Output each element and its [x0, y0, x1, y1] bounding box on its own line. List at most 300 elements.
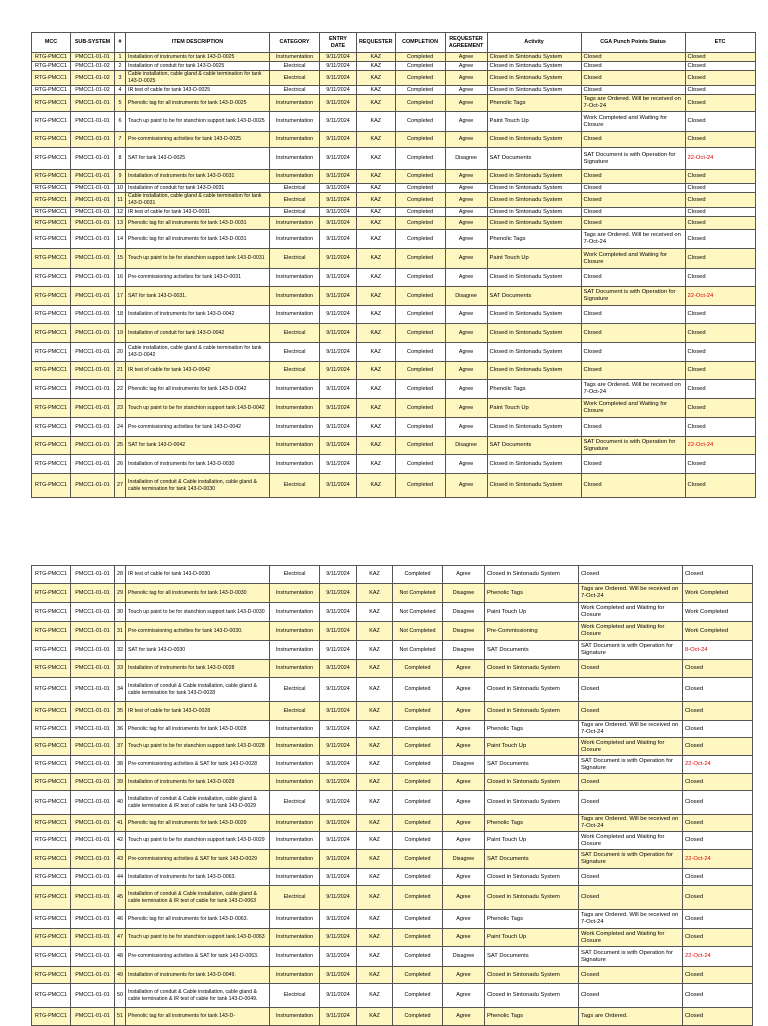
cell-category: Instrumentation — [270, 815, 320, 832]
cell-requester: KAZ — [357, 815, 393, 832]
cell-entry-date: 9/11/2024 — [320, 269, 357, 287]
cell-completion: Completed — [393, 886, 443, 910]
cell-cga-status: Closed — [579, 984, 683, 1008]
cell-entry-date: 9/11/2024 — [320, 815, 357, 832]
cell-etc: Closed — [685, 230, 755, 249]
cell-requester: KAZ — [357, 738, 393, 756]
table-row — [32, 791, 753, 815]
table-row — [32, 324, 756, 343]
cell-item-description: Touch up paint to be for stanchion support tank 143-D-0042 — [126, 399, 270, 418]
cell-completion: Completed — [395, 132, 445, 148]
cell-requester: KAZ — [357, 148, 396, 170]
cell-category: Electrical — [270, 208, 320, 217]
cell-entry-date: 9/11/2024 — [320, 774, 357, 791]
cell-mcc: RTG-PMCC1 — [32, 774, 71, 791]
cell-item-description: Phenolic tag for all instruments for tank 143-D-0025 — [126, 95, 270, 112]
cell-completion: Completed — [393, 967, 443, 984]
cell-number: 26 — [115, 455, 126, 474]
cell-category: Instrumentation — [270, 399, 320, 418]
cell-number: 18 — [115, 306, 126, 324]
cell-requester-agreement: Agree — [445, 362, 487, 380]
cell-category: Instrumentation — [270, 418, 320, 437]
cell-completion: Completed — [393, 1008, 443, 1026]
cell-requester-agreement: Agree — [443, 967, 485, 984]
cell-subsystem: PMCC1-01-01 — [71, 947, 115, 967]
cell-number: 42 — [115, 832, 126, 850]
cell-completion: Not Completed — [393, 584, 443, 603]
cell-requester: KAZ — [357, 53, 396, 62]
cell-entry-date: 9/11/2024 — [320, 832, 357, 850]
cell-subsystem: PMCC1-01-02 — [71, 71, 115, 86]
col-header-entry-date: ENTRY DATE — [320, 33, 357, 53]
cell-subsystem: PMCC1-01-01 — [71, 418, 115, 437]
cell-requester: KAZ — [357, 437, 396, 455]
col-header-etc: ETC — [685, 33, 755, 53]
cell-item-description: Phenolic tag for all instruments for tank 143-D-0042 — [126, 380, 270, 399]
cell-item-description: Installation of conduit for tank 143-D-0025 — [126, 62, 270, 71]
table-row — [32, 455, 756, 474]
cell-number: 13 — [115, 217, 126, 230]
cell-etc: Closed — [685, 324, 755, 343]
cell-requester-agreement: Agree — [443, 1008, 485, 1026]
cell-entry-date: 9/11/2024 — [320, 217, 357, 230]
cell-subsystem: PMCC1-01-01 — [71, 53, 115, 62]
cell-item-description: Touch up paint to be for stanchion support tank 143-D-0031 — [126, 249, 270, 269]
cell-completion: Completed — [393, 832, 443, 850]
cell-requester: KAZ — [357, 929, 393, 947]
cell-category: Electrical — [270, 184, 320, 193]
cell-mcc: RTG-PMCC1 — [32, 343, 71, 362]
cell-number: 28 — [115, 566, 126, 584]
cell-etc: Closed — [683, 869, 753, 886]
cell-subsystem: PMCC1-01-01 — [71, 324, 115, 343]
cell-requester: KAZ — [357, 947, 393, 967]
cell-etc: Closed — [683, 566, 753, 584]
cell-entry-date: 9/11/2024 — [320, 380, 357, 399]
cell-etc: Closed — [685, 53, 755, 62]
cell-number: 23 — [115, 399, 126, 418]
cell-subsystem: PMCC1-01-01 — [71, 362, 115, 380]
cell-category: Instrumentation — [270, 269, 320, 287]
table-row — [32, 929, 753, 947]
cell-item-description: Installation of instruments for tank 143-D-0025 — [126, 53, 270, 62]
cell-completion: Completed — [393, 929, 443, 947]
cell-requester-agreement: Agree — [443, 929, 485, 947]
cell-entry-date: 9/11/2024 — [320, 249, 357, 269]
cell-mcc: RTG-PMCC1 — [32, 721, 71, 738]
cell-category: Instrumentation — [270, 455, 320, 474]
cell-requester: KAZ — [357, 287, 396, 306]
cell-cga-status: Closed — [581, 474, 685, 498]
cell-mcc: RTG-PMCC1 — [32, 306, 71, 324]
table-row — [32, 148, 756, 170]
cell-category: Instrumentation — [270, 967, 320, 984]
cell-entry-date: 9/11/2024 — [320, 886, 357, 910]
cell-category: Electrical — [270, 984, 320, 1008]
cell-item-description: Installation of instruments for tank 143-D-0030 — [126, 455, 270, 474]
cell-activity: Closed in Sintonadu System — [487, 62, 581, 71]
table-row — [32, 306, 756, 324]
cell-mcc: RTG-PMCC1 — [32, 886, 71, 910]
cell-completion: Completed — [395, 86, 445, 95]
cell-subsystem: PMCC1-01-01 — [71, 832, 115, 850]
cell-requester-agreement: Disagree — [443, 622, 485, 641]
cell-item-description: IR test of cable for tank 143-D-0031 — [126, 208, 270, 217]
cell-requester: KAZ — [357, 380, 396, 399]
cell-entry-date: 9/11/2024 — [320, 967, 357, 984]
cell-number: 20 — [115, 343, 126, 362]
cell-etc: Closed — [685, 86, 755, 95]
cell-activity: Closed in Sintonadu System — [487, 455, 581, 474]
cell-completion: Completed — [395, 208, 445, 217]
cell-completion: Completed — [395, 269, 445, 287]
table-row — [32, 86, 756, 95]
cell-requester-agreement: Agree — [443, 678, 485, 702]
cell-entry-date: 9/11/2024 — [320, 678, 357, 702]
cell-category: Instrumentation — [270, 306, 320, 324]
cell-subsystem: PMCC1-01-01 — [71, 774, 115, 791]
cell-mcc: RTG-PMCC1 — [32, 984, 71, 1008]
cell-mcc: RTG-PMCC1 — [32, 287, 71, 306]
cell-requester: KAZ — [357, 86, 396, 95]
cell-mcc: RTG-PMCC1 — [32, 148, 71, 170]
cell-category: Electrical — [270, 474, 320, 498]
cell-subsystem: PMCC1-01-01 — [71, 95, 115, 112]
table-row — [32, 869, 753, 886]
table-row — [32, 967, 753, 984]
cell-cga-status: Closed — [581, 269, 685, 287]
cell-completion: Completed — [395, 62, 445, 71]
cell-completion: Completed — [393, 815, 443, 832]
cell-entry-date: 9/11/2024 — [320, 850, 357, 869]
cell-item-description: SAT for tank 143-D-0042 — [126, 437, 270, 455]
cell-entry-date: 9/11/2024 — [320, 53, 357, 62]
cell-requester: KAZ — [357, 230, 396, 249]
cell-cga-status: Work Completed and Waiting for Closure — [581, 112, 685, 132]
cell-number: 38 — [115, 756, 126, 774]
cell-number: 51 — [115, 1008, 126, 1026]
cell-category: Electrical — [270, 71, 320, 86]
cell-etc: Closed — [683, 738, 753, 756]
cell-cga-status: Closed — [581, 184, 685, 193]
cell-category: Instrumentation — [270, 947, 320, 967]
cell-completion: Not Completed — [393, 603, 443, 622]
cell-requester-agreement: Disagree — [445, 148, 487, 170]
cell-subsystem: PMCC1-01-01 — [71, 622, 115, 641]
cell-category: Instrumentation — [270, 584, 320, 603]
cell-mcc: RTG-PMCC1 — [32, 474, 71, 498]
cell-subsystem: PMCC1-01-01 — [71, 193, 115, 208]
cell-number: 7 — [115, 132, 126, 148]
cell-requester-agreement: Agree — [443, 984, 485, 1008]
cell-requester-agreement: Agree — [445, 184, 487, 193]
cell-item-description: Cable installation, cable gland & cable termination for tank 143-D-0031 — [126, 193, 270, 208]
cell-entry-date: 9/11/2024 — [320, 193, 357, 208]
cell-requester: KAZ — [357, 362, 396, 380]
cell-requester-agreement: Agree — [445, 193, 487, 208]
cell-etc: Closed — [683, 1008, 753, 1026]
cell-entry-date: 9/11/2024 — [320, 95, 357, 112]
table-row — [32, 95, 756, 112]
cell-requester: KAZ — [357, 910, 393, 929]
cell-item-description: Installation of conduit & Cable installation, cable gland & cable termination & IR test of cable for tank 143-D-0049. — [126, 984, 270, 1008]
cell-requester-agreement: Agree — [445, 269, 487, 287]
cell-category: Instrumentation — [270, 721, 320, 738]
cell-requester-agreement: Agree — [445, 399, 487, 418]
cell-item-description: Phenolic tag for all instruments for tank 143-D-0031 — [126, 217, 270, 230]
cell-number: 49 — [115, 967, 126, 984]
cell-item-description: Pre-commissioning activities for tank 143-D-0042 — [126, 418, 270, 437]
cell-completion: Completed — [393, 947, 443, 967]
cell-requester-agreement: Agree — [445, 343, 487, 362]
cell-subsystem: PMCC1-01-01 — [71, 660, 115, 678]
cell-requester: KAZ — [357, 584, 393, 603]
cell-subsystem: PMCC1-01-01 — [71, 910, 115, 929]
cell-entry-date: 9/11/2024 — [320, 910, 357, 929]
cell-category: Instrumentation — [270, 869, 320, 886]
cell-subsystem: PMCC1-01-01 — [71, 217, 115, 230]
cell-subsystem: PMCC1-01-01 — [71, 455, 115, 474]
col-header-requester-agreement: REQUESTER AGREEMENT — [445, 33, 487, 53]
cell-requester: KAZ — [357, 756, 393, 774]
cell-entry-date: 9/11/2024 — [320, 62, 357, 71]
cell-item-description: IR test of cable for tank 143-D-0028 — [126, 702, 270, 721]
cell-completion: Completed — [395, 324, 445, 343]
cell-cga-status: SAT Document is with Operation for Signature — [579, 947, 683, 967]
cell-requester: KAZ — [357, 455, 396, 474]
table-row — [32, 622, 753, 641]
cell-requester-agreement: Agree — [445, 230, 487, 249]
cell-requester: KAZ — [357, 678, 393, 702]
cell-mcc: RTG-PMCC1 — [32, 62, 71, 71]
cell-item-description: Pre-commissioning activities & SAT for tank 143-D-0029 — [126, 850, 270, 869]
cell-activity: Closed in Sintonadu System — [485, 702, 579, 721]
cell-entry-date: 9/11/2024 — [320, 132, 357, 148]
cell-item-description: Phenolic tag for all instruments for tank 143-D-0028 — [126, 721, 270, 738]
cell-completion: Completed — [393, 566, 443, 584]
cell-completion: Completed — [395, 71, 445, 86]
cell-etc: Work Completed — [683, 622, 753, 641]
cell-item-description: Touch up paint to be for stanchion support tank 143-D-0030 — [126, 603, 270, 622]
table-header-row — [32, 33, 756, 53]
cell-category: Electrical — [270, 791, 320, 815]
cell-item-description: Installation of conduit & Cable installation, cable gland & cable termination & IR test of cable for tank 143-D-0029 — [126, 791, 270, 815]
cell-subsystem: PMCC1-01-01 — [71, 184, 115, 193]
cell-mcc: RTG-PMCC1 — [32, 86, 71, 95]
cell-number: 32 — [115, 641, 126, 660]
cell-category: Instrumentation — [270, 1008, 320, 1026]
cell-subsystem: PMCC1-01-01 — [71, 1008, 115, 1026]
cell-category: Instrumentation — [270, 170, 320, 184]
cell-activity: Paint Touch Up — [485, 929, 579, 947]
cell-cga-status: Closed — [581, 62, 685, 71]
cell-subsystem: PMCC1-01-01 — [71, 399, 115, 418]
cell-cga-status: SAT Document is with Operation for Signature — [579, 641, 683, 660]
cell-requester: KAZ — [357, 418, 396, 437]
cell-entry-date: 9/11/2024 — [320, 869, 357, 886]
cell-mcc: RTG-PMCC1 — [32, 603, 71, 622]
cell-mcc: RTG-PMCC1 — [32, 193, 71, 208]
punch-list-table-page-1 — [31, 32, 756, 498]
cell-mcc: RTG-PMCC1 — [32, 95, 71, 112]
cell-activity: SAT Documents — [487, 287, 581, 306]
cell-mcc: RTG-PMCC1 — [32, 132, 71, 148]
cell-entry-date: 9/11/2024 — [320, 170, 357, 184]
cell-mcc: RTG-PMCC1 — [32, 929, 71, 947]
cell-completion: Completed — [395, 287, 445, 306]
cell-mcc: RTG-PMCC1 — [32, 815, 71, 832]
cell-cga-status: Closed — [581, 418, 685, 437]
table-row — [32, 362, 756, 380]
col-header-mcc: MCC — [32, 33, 71, 53]
table-row — [32, 566, 753, 584]
cell-cga-status: Closed — [581, 324, 685, 343]
cell-number: 8 — [115, 148, 126, 170]
cell-cga-status: Closed — [579, 678, 683, 702]
cell-cga-status: Tags are Ordered. Will be received on 7-Oct-24 — [581, 230, 685, 249]
cell-completion: Completed — [395, 437, 445, 455]
cell-activity: Paint Touch Up — [485, 832, 579, 850]
cell-subsystem: PMCC1-01-01 — [71, 287, 115, 306]
cell-requester: KAZ — [357, 132, 396, 148]
cell-entry-date: 9/11/2024 — [320, 738, 357, 756]
cell-activity: Phenolic Tags — [487, 95, 581, 112]
cell-completion: Not Completed — [393, 641, 443, 660]
cell-category: Electrical — [270, 324, 320, 343]
cell-requester: KAZ — [357, 324, 396, 343]
cell-etc: Closed — [685, 380, 755, 399]
cell-etc: Closed — [685, 306, 755, 324]
col-header-requester: REQUESTER — [357, 33, 396, 53]
cell-entry-date: 9/11/2024 — [320, 603, 357, 622]
cell-mcc: RTG-PMCC1 — [32, 208, 71, 217]
cell-etc: Closed — [683, 791, 753, 815]
cell-item-description: Touch up paint to be for stanchion support tank 143-D-0029 — [126, 832, 270, 850]
col-header-activity: Activity — [487, 33, 581, 53]
cell-requester: KAZ — [357, 967, 393, 984]
cell-subsystem: PMCC1-01-01 — [71, 929, 115, 947]
cell-subsystem: PMCC1-01-01 — [71, 170, 115, 184]
cell-etc: Closed — [683, 886, 753, 910]
cell-requester-agreement: Agree — [445, 170, 487, 184]
cell-activity: Closed in Sintonadu System — [485, 660, 579, 678]
cell-completion: Completed — [393, 850, 443, 869]
cell-mcc: RTG-PMCC1 — [32, 832, 71, 850]
table-row — [32, 217, 756, 230]
cell-activity: Closed in Sintonadu System — [487, 418, 581, 437]
table-row — [32, 678, 753, 702]
cell-cga-status: Work Completed and Waiting for Closure — [581, 399, 685, 418]
cell-completion: Completed — [393, 738, 443, 756]
cell-requester-agreement: Agree — [443, 815, 485, 832]
cell-cga-status: Closed — [579, 774, 683, 791]
cell-requester: KAZ — [357, 791, 393, 815]
cell-completion: Completed — [395, 184, 445, 193]
cell-activity: Closed in Sintonadu System — [487, 86, 581, 95]
cell-cga-status: Work Completed and Waiting for Closure — [579, 603, 683, 622]
cell-entry-date: 9/11/2024 — [320, 148, 357, 170]
cell-requester-agreement: Agree — [443, 702, 485, 721]
cell-etc: Closed — [683, 967, 753, 984]
table-row — [32, 947, 753, 967]
cell-requester-agreement: Agree — [445, 217, 487, 230]
cell-number: 25 — [115, 437, 126, 455]
cell-item-description: Installation of instruments for tank 143-D-0063. — [126, 869, 270, 886]
cell-cga-status: Tags are Ordered. Will be received on 7-Oct-24 — [579, 910, 683, 929]
cell-item-description: Installation of conduit & Cable installation, cable gland & cable termination for tank 143-D-0030 — [126, 474, 270, 498]
cell-requester-agreement: Agree — [443, 738, 485, 756]
cell-item-description: SAT for tank 143-D-0031. — [126, 287, 270, 306]
cell-number: 14 — [115, 230, 126, 249]
cell-category: Electrical — [270, 886, 320, 910]
table-row — [32, 603, 753, 622]
cell-entry-date: 9/11/2024 — [320, 399, 357, 418]
cell-etc: Closed — [683, 832, 753, 850]
cell-etc: Closed — [683, 910, 753, 929]
cell-entry-date: 9/11/2024 — [320, 418, 357, 437]
cell-item-description: Installation of conduit for tank 143-D-0042 — [126, 324, 270, 343]
cell-requester-agreement: Agree — [443, 660, 485, 678]
cell-subsystem: PMCC1-01-01 — [71, 886, 115, 910]
cell-entry-date: 9/11/2024 — [320, 343, 357, 362]
cell-item-description: Installation of instruments for tank 143-D-0049. — [126, 967, 270, 984]
cell-etc: Closed — [685, 132, 755, 148]
cell-activity: SAT Documents — [485, 641, 579, 660]
table-row — [32, 910, 753, 929]
cell-activity: Closed in Sintonadu System — [487, 217, 581, 230]
cell-subsystem: PMCC1-01-01 — [71, 756, 115, 774]
cell-entry-date: 9/11/2024 — [320, 791, 357, 815]
cell-requester: KAZ — [357, 62, 396, 71]
cell-category: Instrumentation — [270, 622, 320, 641]
cell-item-description: Touch up paint to be for stanchion support tank 143-D-0063 — [126, 929, 270, 947]
table-row — [32, 112, 756, 132]
cell-cga-status: Tags are Ordered. Will be received on 7-Oct-24 — [579, 721, 683, 738]
cell-mcc: RTG-PMCC1 — [32, 660, 71, 678]
cell-number: 19 — [115, 324, 126, 343]
cell-requester: KAZ — [357, 112, 396, 132]
cell-number: 6 — [115, 112, 126, 132]
cell-item-description: Pre-commissioning activities & SAT for tank 143-D-0063. — [126, 947, 270, 967]
cell-requester: KAZ — [357, 249, 396, 269]
cell-completion: Completed — [393, 678, 443, 702]
cell-etc: Closed — [685, 62, 755, 71]
cell-cga-status: Closed — [581, 193, 685, 208]
cell-subsystem: PMCC1-01-01 — [71, 208, 115, 217]
table-row — [32, 343, 756, 362]
cell-activity: SAT Documents — [485, 947, 579, 967]
cell-entry-date: 9/11/2024 — [320, 1008, 357, 1026]
cell-etc: 22-Oct-24 — [685, 437, 755, 455]
cell-requester: KAZ — [357, 208, 396, 217]
cell-activity: Closed in Sintonadu System — [485, 869, 579, 886]
cell-subsystem: PMCC1-01-01 — [71, 584, 115, 603]
cell-number: 41 — [115, 815, 126, 832]
cell-etc: 22-Oct-24 — [685, 148, 755, 170]
cell-number: 45 — [115, 886, 126, 910]
cell-activity: Closed in Sintonadu System — [487, 53, 581, 62]
cell-cga-status: Work Completed and Waiting for Closure — [579, 929, 683, 947]
cell-cga-status: Tags are Ordered. Will be received on 7-Oct-24 — [579, 584, 683, 603]
cell-number: 39 — [115, 774, 126, 791]
cell-completion: Completed — [393, 774, 443, 791]
cell-cga-status: Closed — [579, 967, 683, 984]
cell-completion: Completed — [393, 756, 443, 774]
cell-category: Instrumentation — [270, 217, 320, 230]
col-header-subsystem: SUB-SYSTEM — [71, 33, 115, 53]
cell-etc: Closed — [685, 112, 755, 132]
cell-etc: Closed — [683, 984, 753, 1008]
